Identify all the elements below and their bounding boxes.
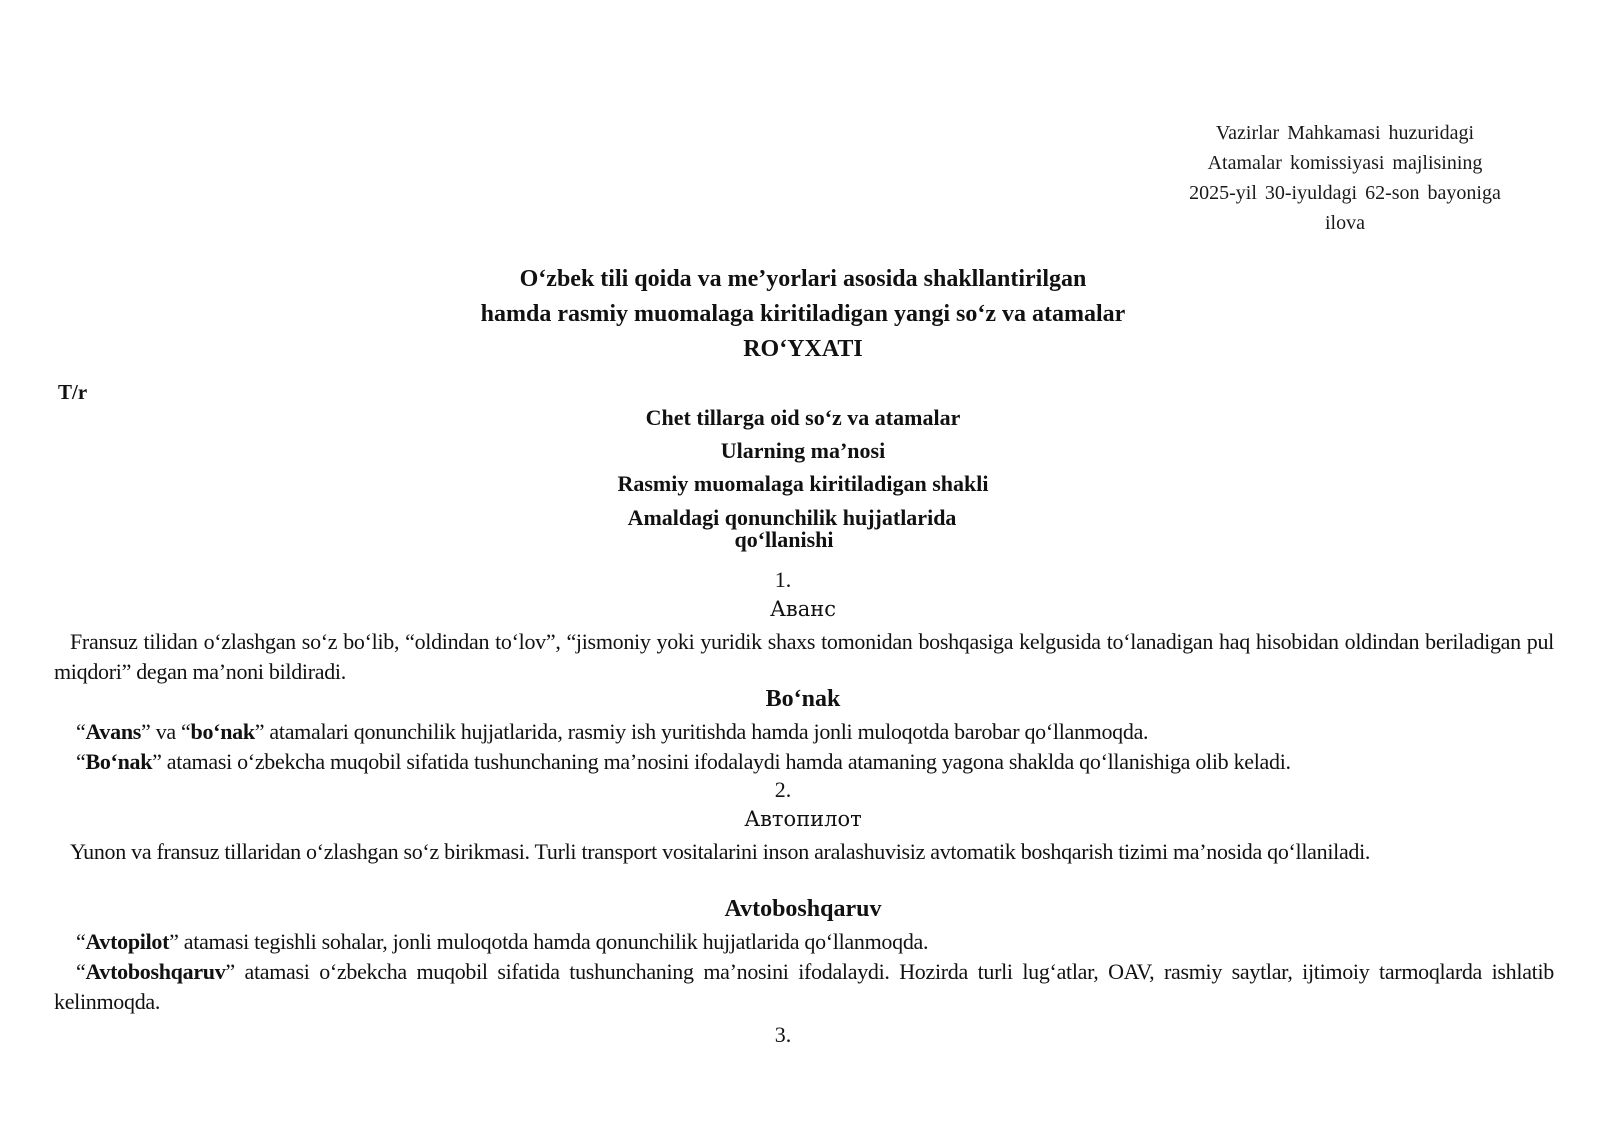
entry-meaning-text: Fransuz tilidan o‘zlashgan so‘z bo‘lib, “oldindan to‘lov”, “jismoniy yoki yuridik shaxs tomonidan boshqasiga kelgusida to‘lanadigan haq hisobidan oldindan beriladigan pul miqdori” degan ma’noni bildiradi.: [54, 629, 1554, 684]
column-header-meaning: Ularning ma’nosi: [720, 438, 886, 463]
entry-meaning: [54, 837, 1554, 867]
title-line: hamda rasmiy muomalaga kiritiladigan yangi so‘z va atamalar: [480, 301, 1126, 327]
entry-number: 1.: [774, 567, 792, 592]
usage-text: ” atamasi o‘zbekcha muqobil sifatida tushunchaning ma’nosini ifodalaydi hamda atamaning yagona shaklda qo‘llanishiga olib keladi.: [152, 749, 1291, 774]
term-bold: bo‘nak: [190, 719, 255, 744]
approval-line: Atamalar komissiyasi majlisining: [1207, 152, 1483, 174]
entry-usage: [54, 957, 1554, 1017]
term-bold: Bo‘nak: [85, 749, 153, 774]
title-line: O‘zbek tili qoida va me’yorlari asosida shakllantirilgan: [519, 266, 1087, 292]
approval-note: [1155, 118, 1535, 238]
document-title: [0, 262, 1600, 367]
quote-open: “: [76, 959, 86, 984]
entry-usage: [54, 717, 1554, 747]
column-header-usage-line1: Amaldagi qonunchilik hujjatlarida: [627, 505, 957, 530]
usage-text: ” atamalari qonunchilik hujjatlarida, rasmiy ish yuritishda hamda jonli muloqotda barobar qo‘llanmoqda.: [254, 719, 1149, 744]
entry-foreign-word: Автопилот: [744, 807, 862, 831]
column-header-number: T/r: [58, 380, 88, 404]
term-bold: Avans: [85, 719, 142, 744]
usage-text: ” atamasi o‘zbekcha muqobil sifatida tushunchaning ma’nosini ifodalaydi. Hozirda turli lug‘atlar, OAV, rasmiy saytlar, ijtimoiy tarmoqlarda ishlatib kelinmoqda.: [54, 959, 1554, 1014]
approval-line: 2025-yil 30-iyuldagi 62-son bayoniga: [1189, 182, 1501, 204]
entry-number: 3.: [774, 1022, 792, 1047]
quote-open: “: [76, 929, 86, 954]
entry-number: 2.: [774, 777, 792, 802]
entry-meaning: [54, 627, 1554, 687]
usage-text: ” atamasi tegishli sohalar, jonli muloqotda hamda qonunchilik hujjatlarida qo‘llanmoqda.: [169, 929, 929, 954]
title-line: RO‘YXATI: [743, 336, 863, 362]
term-bold: Avtoboshqaruv: [85, 959, 226, 984]
entry-official-form: Bo‘nak: [765, 686, 841, 712]
approval-line: ilova: [1325, 212, 1365, 234]
term-bold: Avtopilot: [85, 929, 170, 954]
entry-usage: [54, 927, 1554, 957]
entry-usage: [54, 747, 1554, 777]
approval-line: Vazirlar Mahkamasi huzuridagi: [1215, 122, 1475, 144]
column-header-usage: [0, 505, 1592, 553]
column-header-foreign-terms: Chet tillarga oid so‘z va atamalar: [645, 405, 961, 430]
entry-meaning-text: Yunon va fransuz tillaridan o‘zlashgan so‘z birikmasi. Turli transport vositalarini inson aralashuvisiz avtomatik boshqarish tizimi ma’nosida qo‘llaniladi.: [70, 839, 1371, 864]
quote-open: “: [76, 749, 86, 774]
column-header-official-form: Rasmiy muomalaga kiritiladigan shakli: [617, 471, 989, 496]
quote-open: “: [76, 719, 86, 744]
entry-foreign-word: Аванс: [769, 597, 836, 621]
usage-text: ” va “: [141, 719, 191, 744]
entry-official-form: Avtoboshqaruv: [724, 896, 882, 922]
column-header-usage-line2: qo‘llanishi: [734, 527, 834, 552]
